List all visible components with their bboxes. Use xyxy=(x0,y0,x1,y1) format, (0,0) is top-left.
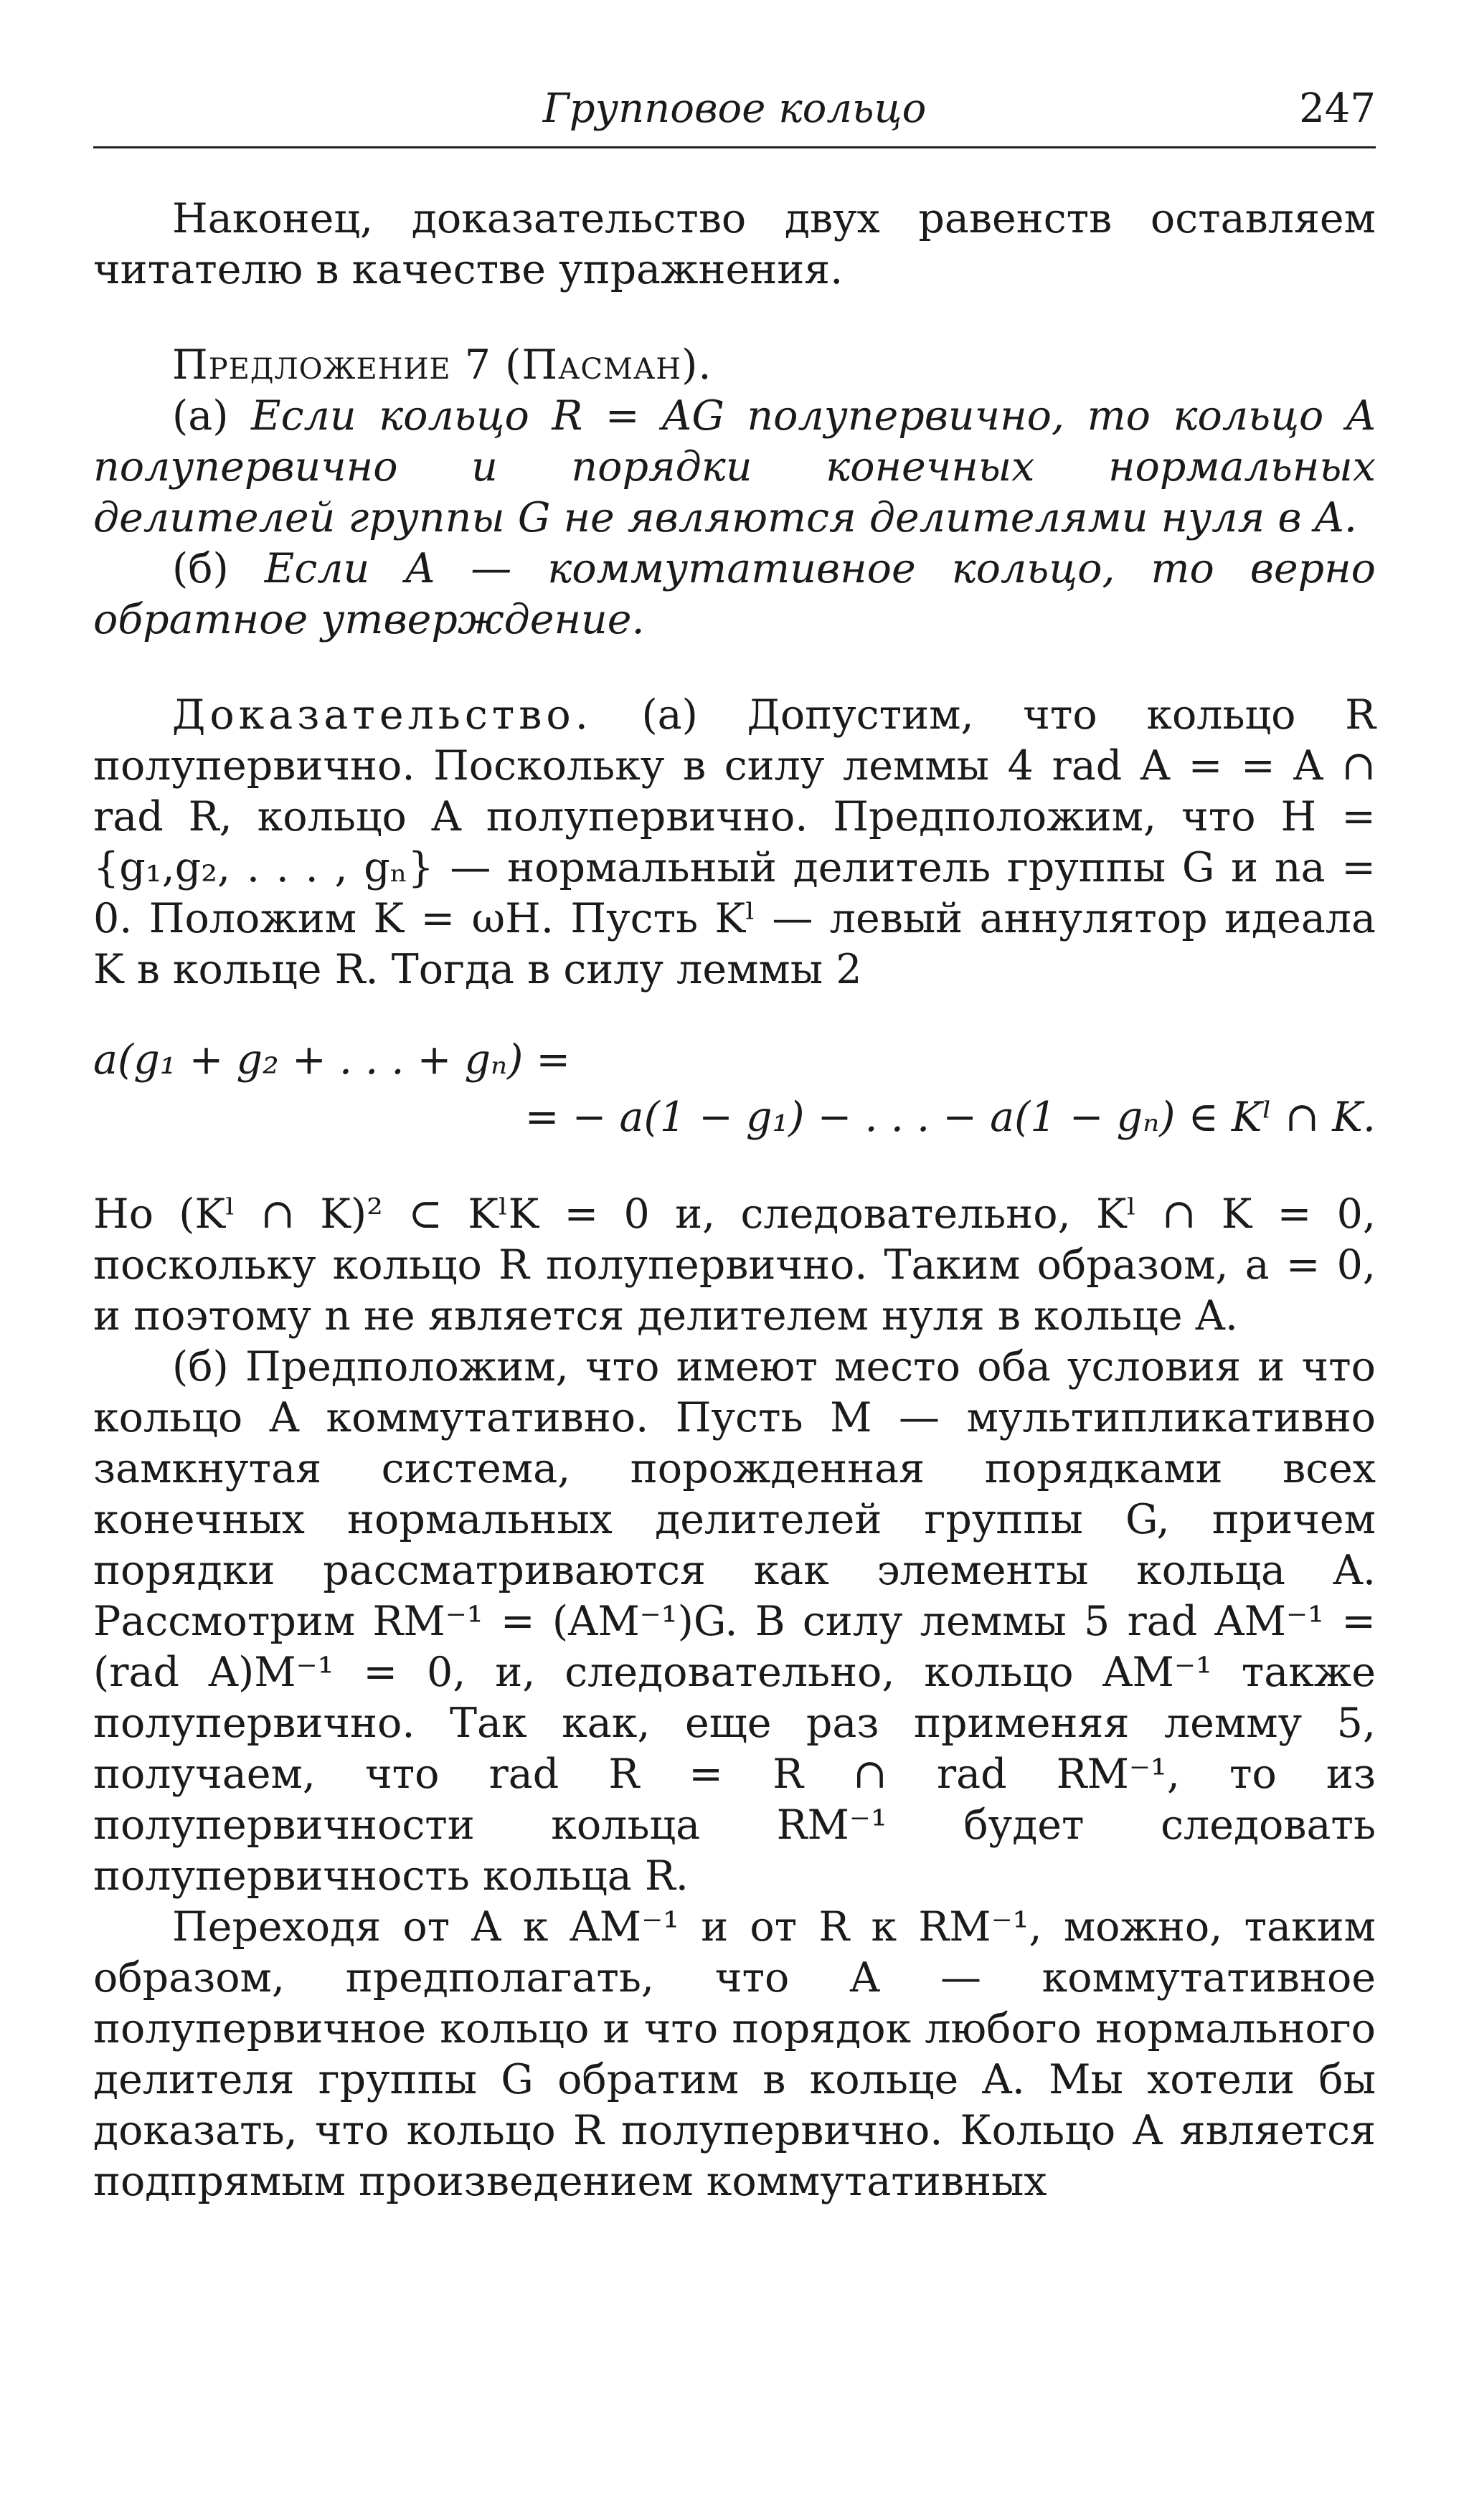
proposition-heading xyxy=(93,340,1376,391)
display-formula xyxy=(93,1031,1376,1146)
formula-line-2: = − a(1 − g₁) − . . . − a(1 − gₙ) ∈ Kˡ ∩ K. xyxy=(524,1094,1376,1141)
part-b-label: (б) xyxy=(172,545,229,592)
part-a-label: (а) xyxy=(172,392,229,440)
proposition-title: Предложение 7 (Пасман). xyxy=(172,341,712,389)
proof-a-text: (а) Допустим, что кольцо R полупервично. Поскольку в силу леммы 4 rad A = = A ∩ rad R, кольцо A полупервично. Предположим, что H = {g₁,g₂, . . . , gₙ} — нормальный делитель группы G и na = 0. Положим K = ωH. Пусть Kˡ — левый аннулятор идеала K в кольце R. Тогда в силу леммы 2 xyxy=(93,691,1376,993)
page-number: 247 xyxy=(1299,85,1376,132)
proposition-part-a xyxy=(93,391,1376,544)
running-title: Групповое кольцо xyxy=(542,85,927,132)
proof-part-b: (б) Предположим, что имеют место оба условия и что кольцо A коммутативно. Пусть M — мультипликативно замкнутая система, порожденная порядками всех конечных нормальных делителей группы G, причем порядки рассматриваются как элементы кольца A. Рассмотрим RM⁻¹ = (AM⁻¹)G. В силу леммы 5 rad AM⁻¹ = (rad A)M⁻¹ = 0, и, следовательно, кольцо AM⁻¹ также полупервично. Так как, еще раз применяя лемму 5, получаем, что rad R = R ∩ rad RM⁻¹, то из полупервичности кольца RM⁻¹ будет следовать полупервичность кольца R. xyxy=(93,1343,1376,1900)
page-body xyxy=(93,194,1376,2207)
paragraph-after-formula: Но (Kˡ ∩ K)² ⊂ KˡK = 0 и, следовательно, Kˡ ∩ K = 0, поскольку кольцо R полупервично. Таким образом, a = 0, и поэтому n не является делителем нуля в кольце A. xyxy=(93,1190,1376,1340)
paragraph-last: Переходя от A к AM⁻¹ и от R к RM⁻¹, можно, таким образом, предполагать, что A — коммутативное полупервичное кольцо и что порядок любого нормального делителя группы G обратим в кольце A. Мы хотели бы доказать, что кольцо R полупервично. Кольцо A является подпрямым произведением коммутативных xyxy=(93,1903,1376,2205)
formula-line-1: a(g₁ + g₂ + . . . + gₙ) = xyxy=(93,1036,571,1084)
header-rule xyxy=(93,146,1376,148)
proof-part-a xyxy=(93,690,1376,995)
proof-heading: Доказательство. xyxy=(172,691,592,739)
paragraph-intro: Наконец, доказательство двух равенств оставляем читателю в качестве упражнения. xyxy=(93,195,1376,293)
proposition-part-b xyxy=(93,544,1376,645)
page-header xyxy=(93,80,1376,149)
part-a-text: Если кольцо R = AG полупервично, то кольцо A полупервично и порядки конечных нормальных делителей группы G не являются делителями нуля в A. xyxy=(93,392,1376,541)
part-b-text: Если A — коммутативное кольцо, то верно обратное утверждение. xyxy=(93,545,1376,643)
